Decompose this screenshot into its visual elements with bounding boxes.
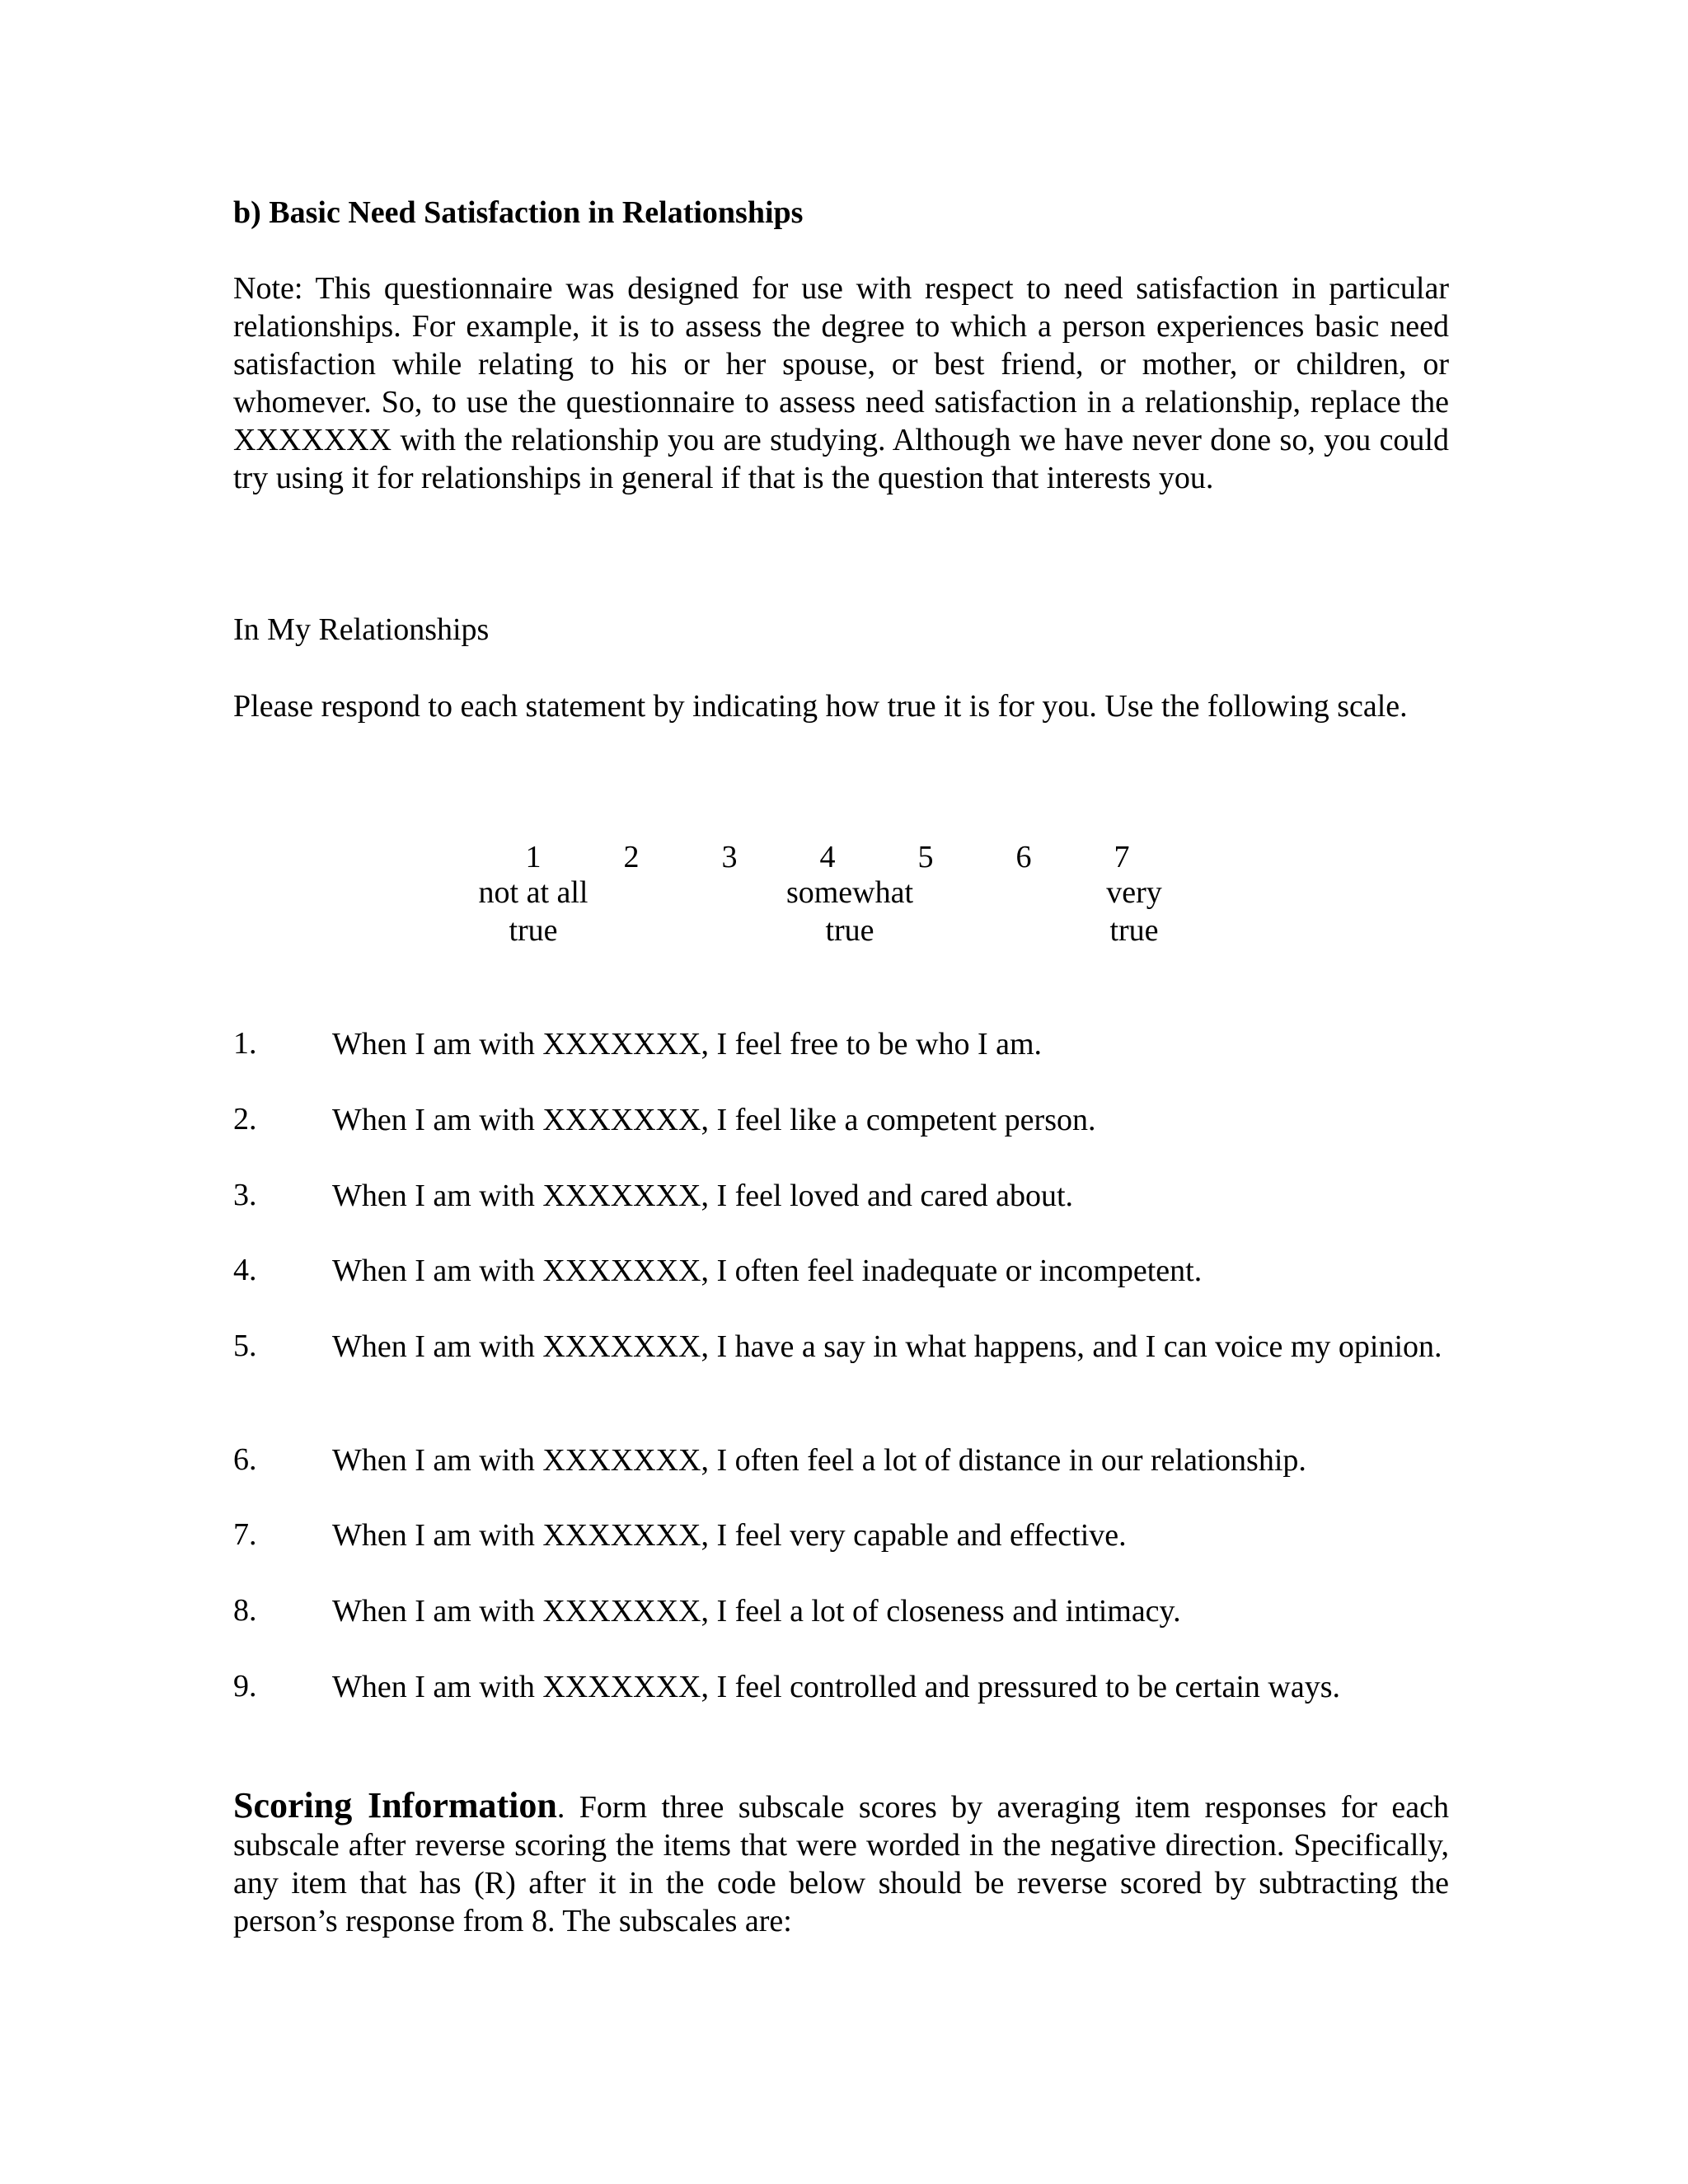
scoring-text: . Form three subscale scores by averaging item responses for each subscale after reverse scoring the items that were worded in the negative direction. Specifically, any item that has (R) after it in the code below should be reverse scored by subtracting the person’s response from 8. The subscales are: xyxy=(233,1790,1450,1938)
item-text: When I am with XXXXXXX, I feel a lot of closeness and intimacy. xyxy=(332,1594,1181,1629)
item-text: When I am with XXXXXXX, I have a say in what happens, and I can voice my opinion. xyxy=(332,1329,1442,1364)
scoring-paragraph xyxy=(233,1787,1449,1940)
scale-number-6: 6 xyxy=(1015,840,1032,874)
item-text: When I am with XXXXXXX, I often feel a lot of distance in our relationship. xyxy=(332,1443,1306,1478)
note-paragraph: Note: This questionnaire was designed for use with respect to need satisfaction in particular relationships. For example, it is to assess the degree to which a person experiences basic need satisfaction while relating to his or her spouse, or best friend, or mother, or children, or whomever. So, to use the questionnaire to assess need satisfaction in a relationship, replace the XXXXXXX with the relationship you are studying. Although we have never done so, you could try using it for relationships in general if that is the question that interests you. xyxy=(233,271,1449,495)
scale-number-7: 7 xyxy=(1114,840,1130,874)
item-text: When I am with XXXXXXX, I often feel inadequate or incompetent. xyxy=(332,1254,1203,1288)
scale-low-label-line-2: true xyxy=(509,913,558,948)
item-number: 5. xyxy=(233,1329,257,1363)
scale-mid-label-line-1: somewhat xyxy=(785,875,914,910)
item-number: 7. xyxy=(233,1517,257,1552)
item-text: When I am with XXXXXXX, I feel like a competent person. xyxy=(332,1103,1096,1137)
item-number: 8. xyxy=(233,1593,257,1628)
instructions-paragraph: Please respond to each statement by indicating how true it is for you. Use the following scale. xyxy=(233,689,1408,724)
item-number: 6. xyxy=(233,1442,257,1477)
item-text: When I am with XXXXXXX, I feel controlled and pressured to be certain ways. xyxy=(332,1670,1340,1704)
scale-number-4: 4 xyxy=(819,840,836,874)
item-text: When I am with XXXXXXX, I feel very capable and effective. xyxy=(332,1518,1127,1553)
item-number: 9. xyxy=(233,1669,257,1704)
scale-number-3: 3 xyxy=(721,840,738,874)
scale-number-5: 5 xyxy=(917,840,934,874)
scale-mid-label xyxy=(751,874,949,949)
scale-high-label-line-2: true xyxy=(1109,913,1159,948)
scale-number-1: 1 xyxy=(525,840,542,874)
item-number: 1. xyxy=(233,1026,257,1061)
item-number: 3. xyxy=(233,1178,257,1212)
section-heading: b) Basic Need Satisfaction in Relationships xyxy=(233,195,804,230)
scale-low-label xyxy=(434,874,632,949)
scale-mid-label-line-2: true xyxy=(825,913,874,948)
item-text: When I am with XXXXXXX, I feel free to be who I am. xyxy=(332,1027,1043,1062)
item-text: When I am with XXXXXXX, I feel loved and cared about. xyxy=(332,1179,1074,1213)
item-number: 2. xyxy=(233,1102,257,1137)
item-number: 4. xyxy=(233,1253,257,1287)
scale-number-2: 2 xyxy=(623,840,640,874)
scoring-title: Scoring Information xyxy=(233,1785,557,1825)
questionnaire-subtitle: In My Relationships xyxy=(233,612,490,647)
scale-high-label-line-1: very xyxy=(1106,875,1162,910)
scale-high-label xyxy=(1035,874,1233,949)
scale-low-label-line-1: not at all xyxy=(478,875,588,910)
